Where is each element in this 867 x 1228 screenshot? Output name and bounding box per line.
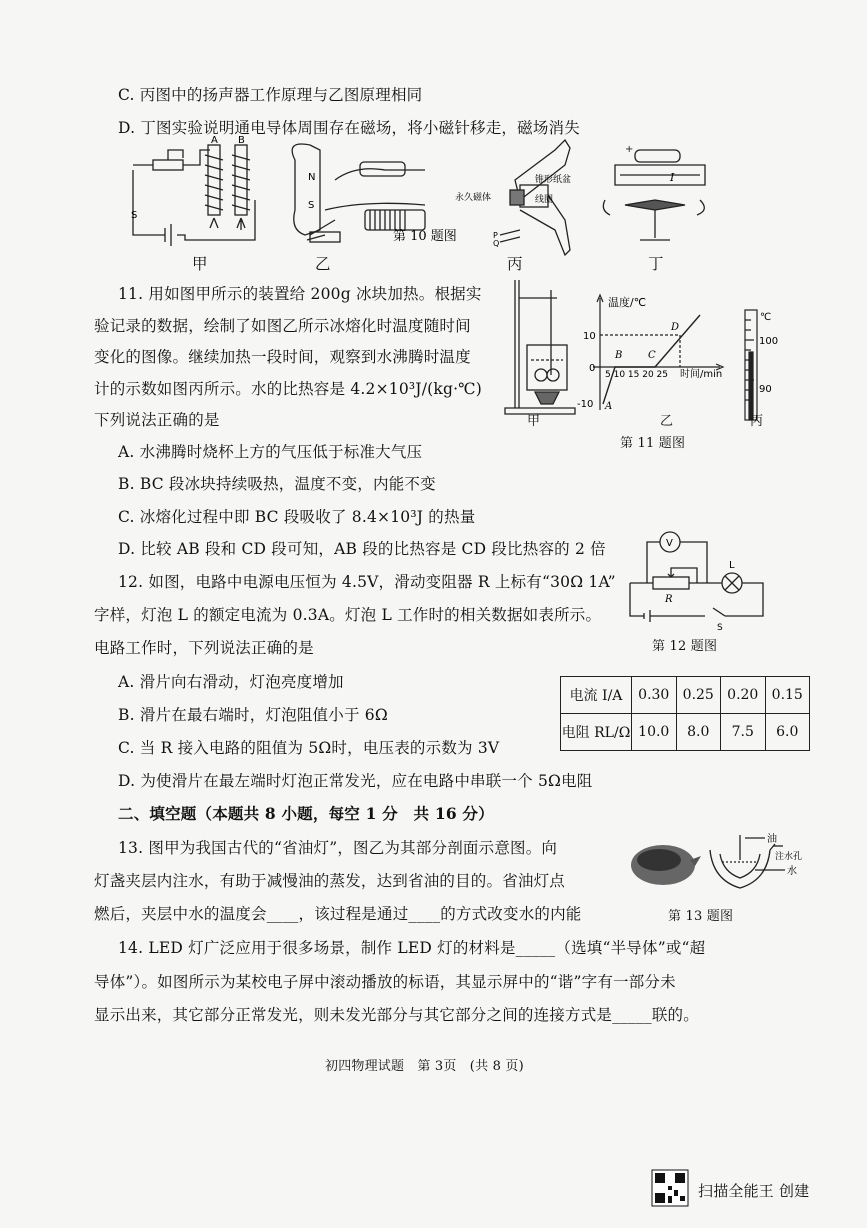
table-row	[561, 714, 810, 751]
q12-table-current-header: 电流 I/A	[561, 677, 632, 714]
q12-circuit	[625, 528, 775, 633]
q12-table-resistance-header: 电阻 RL/Ω	[561, 714, 632, 751]
q11-label-jia: 甲	[527, 414, 541, 429]
q10-label-yi: 乙	[315, 255, 331, 273]
q13-fig-caption: 第 13 题图	[668, 909, 734, 924]
table-cell: 8.0	[676, 714, 721, 751]
q11-graph-ylabel: 温度/℃	[608, 296, 647, 309]
page-footer: 初四物理试题 第 3页 (共 8 页)	[325, 1059, 524, 1074]
q11-graph-y-10: -10	[577, 399, 594, 410]
table-cell: 0.15	[765, 677, 810, 714]
q12-option-b: B. 滑片在最右端时，灯泡阻值小于 6Ω	[118, 706, 388, 724]
q11-label-yi: 乙	[660, 414, 674, 429]
q11-label-bing: 丙	[750, 414, 764, 429]
q12-option-c: C. 当 R 接入电路的阻值为 5Ω时，电压表的示数为 3V	[118, 739, 500, 757]
q10-jia-b-label: B	[238, 135, 245, 146]
q10-label-jia: 甲	[192, 255, 208, 273]
q12-line1: 12. 如图，电路中电源电压恒为 4.5V，滑动变阻器 R 上标有“30Ω 1A”	[118, 573, 616, 591]
q11-therm-90: 90	[759, 384, 772, 395]
table-cell: 0.20	[721, 677, 766, 714]
q10-option-c: C. 丙图中的扬声器工作原理与乙图原理相同	[118, 86, 423, 104]
table-cell: 7.5	[721, 714, 766, 751]
q10-jia-s-label: S	[131, 210, 138, 221]
section2-title: 二、填空题（本题共 8 小题，每空 1 分 共 16 分）	[118, 804, 494, 823]
q10-fig-ding	[603, 150, 705, 240]
scanner-watermark: 扫描全能王 创建	[698, 1182, 810, 1200]
table-cell: 0.25	[676, 677, 721, 714]
q11-graph-y0: 0	[589, 363, 596, 374]
q10-fig-yi	[292, 144, 425, 242]
q11-point-c: C	[648, 350, 656, 361]
q12-data-table	[560, 676, 810, 751]
qr-code-icon	[652, 1170, 692, 1210]
q11-option-b: B. BC 段冰块持续吸热，温度不变，内能不变	[118, 475, 436, 493]
q12-rheostat-label: R	[665, 594, 673, 605]
q11-graph-xlabel: 时间/min	[680, 369, 723, 380]
q10-label-ding: 丁	[648, 255, 664, 273]
q11-fig-yi-graph	[593, 295, 723, 410]
q11-point-b: B	[615, 350, 623, 361]
q11-therm-100: 100	[759, 336, 779, 347]
table-cell: 0.30	[632, 677, 677, 714]
q12-option-a: A. 滑片向右滑动，灯泡亮度增加	[118, 673, 344, 691]
q11-graph-xticks: 5 10 15 20 25	[605, 370, 668, 380]
q12-line2: 字样，灯泡 L 的额定电流为 0.3A。灯泡 L 工作时的相关数据如表所示。	[94, 606, 602, 624]
q10-ding-i-label: I	[670, 171, 675, 184]
q11-figures	[505, 280, 795, 430]
q10-yi-s-label: S	[308, 200, 315, 211]
q10-yi-n-label: N	[308, 172, 316, 183]
q10-figures	[125, 135, 825, 270]
q10-bing-cone-label: 锥形纸盆	[535, 175, 572, 185]
q13-figures	[625, 830, 825, 905]
q12-line3: 电路工作时，下列说法正确的是	[94, 639, 314, 657]
q11-fig-bing-thermometer	[745, 310, 757, 420]
q11-therm-unit: ℃	[760, 312, 772, 323]
q11-line5: 下列说法正确的是	[94, 411, 220, 429]
q10-bing-coil-label: 线圈	[535, 195, 554, 205]
q12-lamp-label: L	[729, 560, 735, 571]
q14-line2: 导体”）。如图所示为某校电子屏中滚动播放的标语，其显示屏中的“谐”字有一部分未	[94, 973, 676, 991]
q11-line1: 11. 用如图甲所示的装置给 200g 冰块加热。根据实	[118, 285, 482, 303]
q13-line2: 灯盏夹层内注水，有助于减慢油的蒸发，达到省油的目的。省油灯点	[94, 872, 566, 890]
q11-option-a: A. 水沸腾时烧杯上方的气压低于标准大气压	[118, 443, 423, 461]
q14-line1: 14. LED 灯广泛应用于很多场景，制作 LED 灯的材料是_____（选填“半导体”或“超	[118, 939, 706, 957]
q13-oil-label: 油	[767, 834, 777, 845]
table-cell: 6.0	[765, 714, 810, 751]
q13-hole-label: 注水孔	[775, 852, 803, 862]
q11-point-d: D	[671, 322, 680, 333]
q11-option-d: D. 比较 AB 段和 CD 段可知，AB 段的比热容是 CD 段比热容的 2 倍	[118, 540, 606, 558]
q10-bing-p-label: P	[493, 231, 498, 240]
q11-line3: 变化的图像。继续加热一段时间，观察到水沸腾时温度	[94, 348, 471, 366]
q11-graph-y10: 10	[583, 331, 596, 342]
q10-label-bing: 丙	[507, 255, 523, 273]
q13-lamp-photo	[631, 845, 701, 885]
table-cell: 10.0	[632, 714, 677, 751]
q12-switch-label: S	[717, 623, 723, 633]
q13-line1: 13. 图甲为我国古代的“省油灯”，图乙为其部分剖面示意图。向	[118, 839, 558, 857]
q11-option-c: C. 冰熔化过程中即 BC 段吸收了 8.4×10³J 的热量	[118, 508, 476, 526]
table-row	[561, 677, 810, 714]
q10-bing-q-label: Q	[493, 239, 500, 248]
q10-option-d: D. 丁图实验说明通电导体周围存在磁场，将小磁针移走，磁场消失	[118, 119, 580, 137]
q14-line3: 显示出来，其它部分正常发光，则未发光部分与其它部分之间的连接方式是_____联的。	[94, 1006, 699, 1024]
q11-point-a: A	[605, 401, 613, 412]
q10-bing-magnet-label: 永久磁体	[455, 193, 492, 203]
q11-fig-jia	[505, 280, 575, 414]
q13-water-label: 水	[787, 866, 797, 877]
q10-fig-jia	[133, 145, 255, 246]
q11-line2: 验记录的数据，绘制了如图乙所示冰熔化时温度随时间	[94, 317, 471, 335]
q10-fig-caption: 第 10 题图	[393, 229, 457, 244]
q12-fig-caption: 第 12 题图	[652, 639, 718, 654]
q11-fig-caption: 第 11 题图	[620, 436, 686, 451]
q13-line3: 燃后，夹层中水的温度会____，该过程是通过____的方式改变水的内能	[94, 905, 582, 923]
q12-voltmeter-label: V	[666, 538, 673, 549]
q12-option-d: D. 为使滑片在最左端时灯泡正常发光，应在电路中串联一个 5Ω电阻	[118, 772, 593, 790]
q10-jia-a-label: A	[211, 135, 218, 146]
q11-line4: 计的示数如图丙所示。水的比热容是 4.2×10³J/(kg·℃)	[94, 380, 483, 398]
q10-ding-current-label: +	[625, 144, 634, 155]
